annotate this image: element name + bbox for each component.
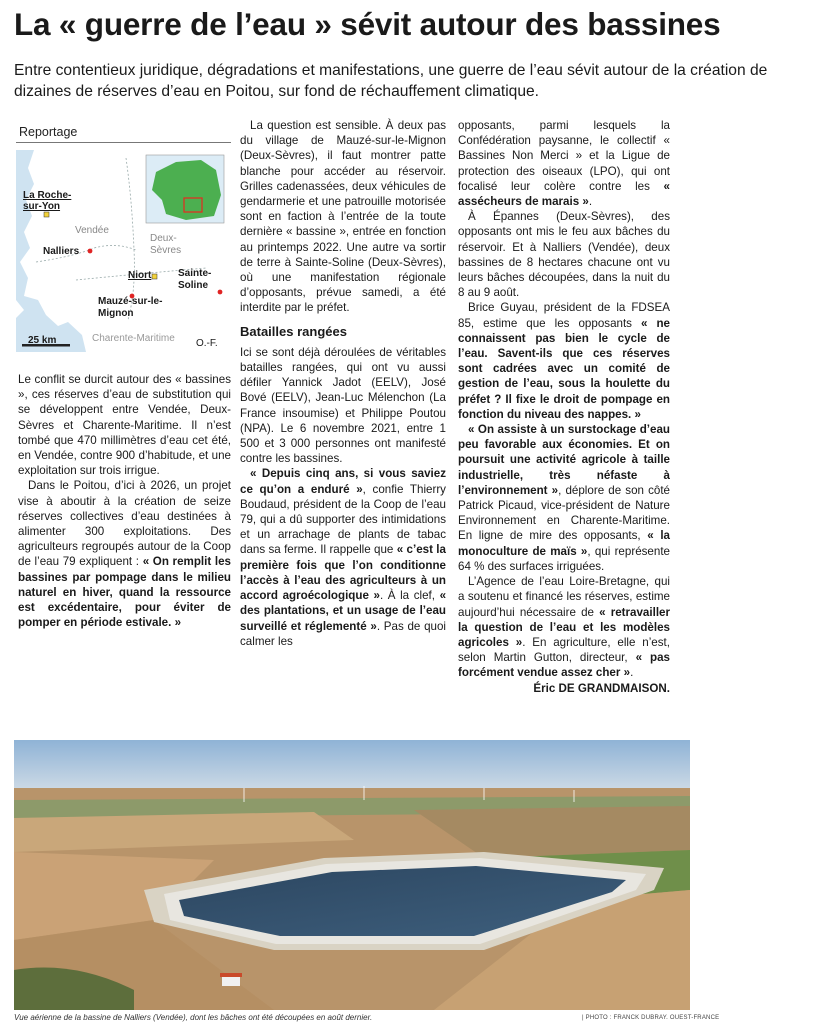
article-column-3 (458, 118, 670, 696)
quote: « Depuis cinq ans, si vous saviez ce qu’on a enduré » (240, 467, 446, 496)
quote: « ne connaissent pas bien le cycle de l’eau. Savent-ils que ces réserves sont cadrées avec un comité de gestion de l’eau, sous la houlette du préfet ? Il fixe le droit de pompage en fonction du niveau des nappes. » (458, 316, 670, 421)
paragraph: « Depuis cinq ans, si vous saviez ce qu’on a enduré », confie Thierry Boudaud, président de la Coop de l’eau 79, qui a dû supporter des intimidations et un arrachage de plants de tabac dans sa ferme. Il rappelle que « c’est la première fois que l’on conditionne l’accès à l’eau des agriculteurs à un accord agroécologique ». À la clef, « des plantations, et un usage de l’eau surveillé et réglementé ». Pas de quoi calmer les (240, 467, 447, 648)
standfirst: Entre contentieux juridique, dégradations et manifestations, une guerre de l’eau sévit autour de la création de dizaines de réserves d’eau en Poitou, sur fond de réchauffement climatique. (14, 62, 768, 100)
article-column-2 (240, 118, 446, 649)
paragraph: Brice Guyau, président de la FDSEA 85, estime que les opposants « ne connaissent pas bien le cycle de l’eau. Savent-ils que ces réserves sont cadrées avec un comité de gestion de l’eau, sous la houlette du préfet ? Il fixe le droit de pompage en fonction du niveau des nappes. » (458, 301, 670, 421)
signature: Éric DE GRANDMAISON. (533, 681, 670, 695)
paragraph: « On assiste à un surstockage d’eau peu favorable aux économies. Et on poursuit une activité agricole à taille industrielle, très néfaste à l’environnement », déplore de son côté Patrick Picaud, vice-président de Nature Environnement en Charente-Maritime. En ligne de mire des opposants, « la monoculture de maïs », qui représente 64 % des surfaces irriguées. (458, 423, 671, 573)
map-label-vendee: Vendée (75, 225, 109, 236)
map-label-mauze-sur-le-mignon: Mauzé-sur-le-Mignon (98, 296, 163, 319)
map-label-niort: Niort (128, 270, 152, 281)
paragraph: Ici se sont déjà déroulées de véritables batailles rangées, qui ont vu aussi défiler Yannick Jadot (EELV), José Bové (EELV), Jean-Luc Mélenchon (La France insoumise) et Philippe Poutou (NPA). Le 6 novembre 2021, entre 1 500 et 3 000 personnes ont manifesté contre les bassines. (240, 345, 446, 466)
article-column-1 (18, 372, 231, 630)
paragraph: L’Agence de l’eau Loire-Bretagne, qui a soutenu et financé les réserves, estime aujourd’hui nécessaire de « retravailler la question de l’eau et les modèles agricoles ». En agriculture, elle n’est, selon Martin Gutton, directeur, « pas forcément vendue assez cher ». (458, 575, 670, 680)
photo-sky (14, 740, 690, 792)
quote: « On assiste à un surstockage d’eau peu favorable aux économies. Et on poursuit une activité agricole à taille industrielle, très néfaste à l’environnement » (458, 423, 670, 497)
quote: « On remplit les bassines par pompage dans le milieu naturel en hiver, quand la ressource est excédentaire, pour éviter de pomper en période estivale. » (18, 555, 231, 630)
paragraph: À Épannes (Deux-Sèvres), des opposants ont mis le feu aux bâches du réservoir. Et à Nalliers (Vendée), deux bassines de 8 hectares chacune ont vu leurs bâches découpées, dans la nuit du 8 au 9 août. (458, 210, 670, 300)
quote: « pas forcément vendue assez cher » (458, 651, 670, 680)
map-label-deux-sevres: Deux-Sèvres (150, 233, 182, 256)
quote: « assécheurs de marais » (458, 179, 670, 209)
quote: « retravailler la question de l’eau et les modèles agricoles » (458, 605, 670, 649)
quote: « la monoculture de maïs » (458, 529, 671, 558)
rubric-label: Reportage (16, 124, 231, 143)
map-label-sainte-soline: Sainte-Soline (178, 268, 212, 291)
photo-credit: | PHOTO : FRANCK DUBRAY. OUEST-FRANCE (582, 1015, 720, 1021)
aerial-photo (14, 740, 690, 1010)
map-label-la-roche-sur-yon: La Roche-sur-Yon (23, 190, 72, 212)
headline: La « guerre de l’eau » sévit autour des bassines (14, 6, 721, 42)
paragraph: Dans le Poitou, d’ici à 2026, un projet vise à aboutir à la création de seize réserves collectives d’eau destinées à alimenter 300 exploitations. Des agriculteurs regroupés autour de la Coop de l’eau 79 expliquent : « On remplit les bassines par pompage dans le milieu naturel en hiver, quand la ressource est excédentaire, pour éviter de pomper en période estivale. » (18, 479, 231, 630)
map-label-charente-maritime: Charente-Maritime (92, 333, 175, 344)
map-credit: O.-F. (196, 338, 218, 349)
map-label-nalliers: Nalliers (43, 246, 80, 257)
photo-caption: Vue aérienne de la bassine de Nalliers (Vendée), dont les bâches ont été découpées en août dernier. (14, 1013, 373, 1022)
map-scale-label: 25 km (28, 335, 57, 346)
paragraph: Le conflit se durcit autour des « bassines », ces réserves d’eau de substitution qui se développent entre Vendée, Deux-Sèvres et Charente-Maritime. Il n’est tombé que 470 millimètres d’eau cet été, en Vendée, contre 900 d’habitude, et une exploitation sur trois irrigue. (18, 373, 231, 478)
quote: « des plantations, et un usage de l’eau surveillé et réglementé » (240, 589, 447, 633)
subheading: Batailles rangées (240, 323, 347, 339)
paragraph: La question est sensible. À deux pas du village de Mauzé-sur-le-Mignon (Deux-Sèvres), il faut montrer patte blanche pour accéder au réservoir. Grilles cadenassées, deux véhicules de gendarmerie et une patrouille motorisée sont en faction à l’entrée de la toute dernière « bassine », entrée en fonction au printemps 2022. Une autre va sortir de terre à Sainte-Soline (Deux-Sèvres), où une manifestation régionale d’opposants, prévue samedi, a été interdite par le préfet. (240, 119, 446, 315)
paragraph: opposants, parmi lesquels la Confédération paysanne, le collectif « Bassines Non Merci » et la Ligue de protection des oiseaux (LPO), qui ont focalisé leur colère contre les « assécheurs de marais ». (458, 119, 670, 209)
quote: « c’est la première fois que l’on conditionne l’accès à l’eau des agriculteurs à un accord agroécologique » (240, 543, 446, 603)
